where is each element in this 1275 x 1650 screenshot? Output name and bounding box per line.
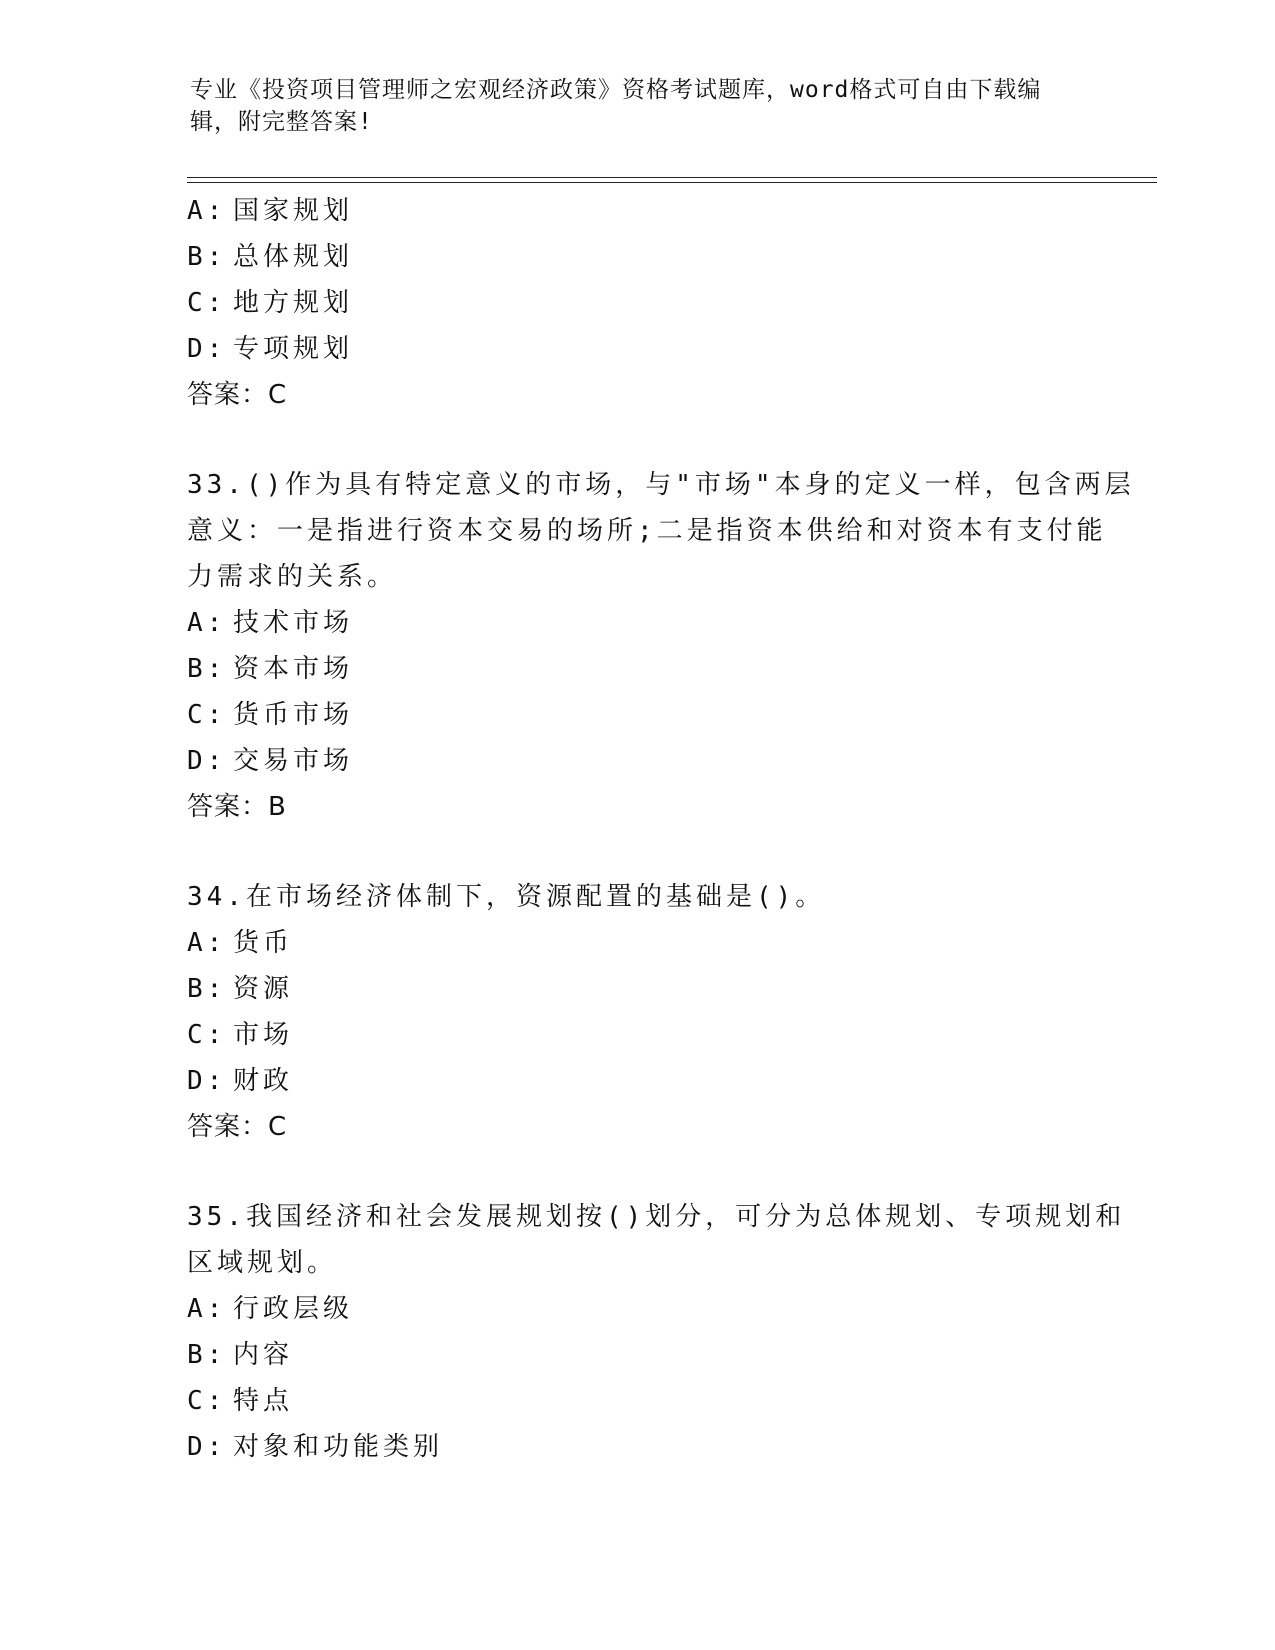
option-text: 专项规划 [233,334,354,364]
option-key: C: [187,1020,227,1050]
option-c [187,692,1087,738]
option-key: B: [187,242,227,272]
option-text: 技术市场 [233,608,354,638]
option-key: C: [187,700,227,730]
question-text-line: 意义：一是指进行资本交易的场所;二是指资本供给和对资本有支付能 [187,516,1107,546]
option-key: A: [187,608,227,638]
header-divider-bottom [187,182,1157,183]
option-a [187,1286,1087,1332]
option-d [187,738,1087,784]
option-text: 特点 [233,1386,294,1416]
answer-line: 答案：B [187,792,287,822]
question-block [187,1194,1126,1470]
option-a [187,600,1087,646]
option-key: C: [187,288,227,318]
option-b [187,646,1087,692]
option-text: 资源 [233,974,294,1004]
option-text: 总体规划 [233,242,354,272]
option-text: 交易市场 [233,746,354,776]
option-key: B: [187,1340,227,1370]
option-text: 对象和功能类别 [233,1432,444,1462]
option-d [187,1058,1087,1104]
question-block [187,462,1135,830]
option-text: 货币 [233,928,294,958]
option-text: 市场 [233,1020,294,1050]
header-line-1: 专业《投资项目管理师之宏观经济政策》资格考试题库，word格式可自由下载编 [190,77,1042,103]
option-key: C: [187,1386,227,1416]
option-b [187,234,1087,280]
option-b [187,1332,1087,1378]
question-text-line: 34.在市场经济体制下，资源配置的基础是()。 [187,882,826,912]
option-c [187,1012,1087,1058]
question-block [187,188,1087,418]
question-text-line: 力需求的关系。 [187,562,398,592]
option-text: 财政 [233,1066,294,1096]
option-a [187,188,1087,234]
option-c [187,280,1087,326]
option-key: A: [187,196,227,226]
header-divider-top [187,177,1157,178]
document-header [190,74,1070,138]
question-list [187,188,1135,1470]
option-key: A: [187,928,227,958]
option-d [187,326,1087,372]
header-line-2: 辑，附完整答案! [190,109,373,135]
option-text: 内容 [233,1340,294,1370]
option-text: 货币市场 [233,700,354,730]
option-c [187,1378,1087,1424]
option-text: 资本市场 [233,654,354,684]
option-d [187,1424,1087,1470]
question-text-line: 35.我国经济和社会发展规划按()划分，可分为总体规划、专项规划和 [187,1202,1126,1232]
question-block [187,874,1087,1150]
question-text-line: 33.()作为具有特定意义的市场，与"市场"本身的定义一样，包含两层 [187,470,1135,500]
option-text: 国家规划 [233,196,354,226]
option-key: D: [187,1432,227,1462]
question-text-line: 区域规划。 [187,1248,338,1278]
answer-line: 答案：C [187,380,288,410]
option-key: D: [187,1066,227,1096]
option-key: D: [187,334,227,364]
option-key: B: [187,974,227,1004]
option-a [187,920,1087,966]
answer-line: 答案：C [187,1112,288,1142]
option-key: D: [187,746,227,776]
option-b [187,966,1087,1012]
option-key: B: [187,654,227,684]
option-text: 地方规划 [233,288,354,318]
option-text: 行政层级 [233,1294,354,1324]
option-key: A: [187,1294,227,1324]
